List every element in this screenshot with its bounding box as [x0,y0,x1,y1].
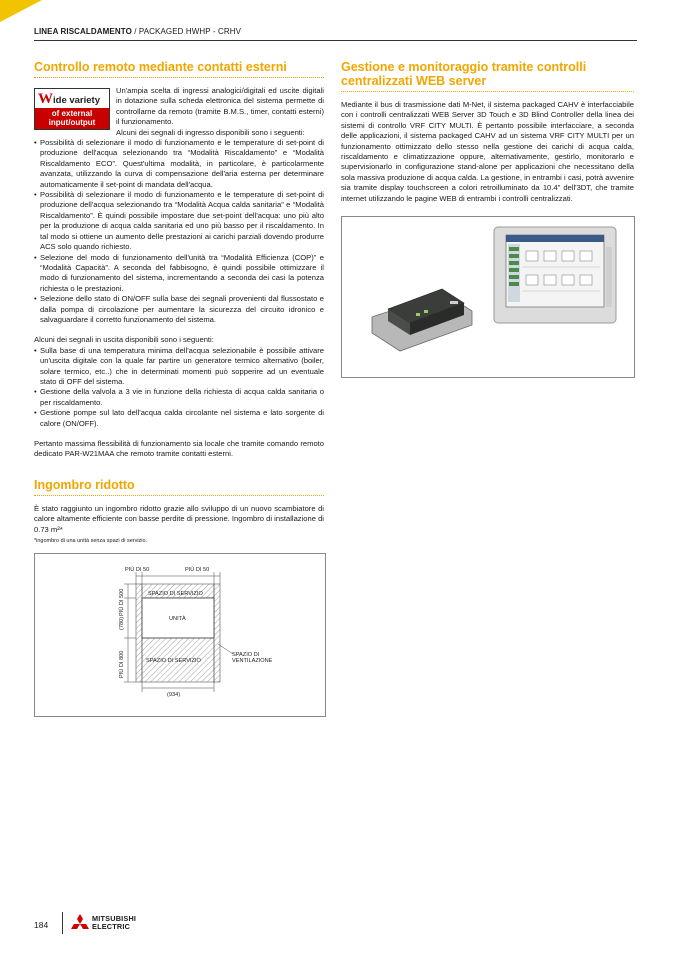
list-item: • Gestione della valvola a 3 vie in funzione della richiesta di acqua calda sanitaria o per riscaldamento. [34,387,324,408]
label-service-top: SPAZIO DI SERVIZIO [148,591,203,598]
page-header [34,27,637,41]
product-photo-svg [342,217,634,377]
badge-headline: Wide variety [38,91,100,107]
outputs-intro: Alcuni dei segnali in uscita disponibili sono i seguenti: [34,335,214,345]
page-number: 184 [34,920,49,930]
list-item: • Selezione dello stato di ON/OFF sulla base dei segnali provenienti dal flussostato e dalla pompa di circolazione per aumentare la sicurezza del circuito idronico e salvaguardare il corretto funzionamento del sistema. [34,294,324,325]
label-unit: UNITÀ [169,616,186,623]
label-ventilation-2: VENTILAZIONE [232,658,273,665]
list-item: • Selezione del modo di funzionamento dell'unità tra “Modalità Efficienza (COP)” e “Modalità Capacità”. A seconda del fabbisogno, è quindi possibile ottimizzare il modo di funzionamento del sistema, incrementando a seconda dei casi la potenza richiesta o le prestazioni. [34,253,324,295]
inputs-list [34,138,324,325]
section-title-footprint: Ingombro ridotto [34,478,324,496]
product-photo [341,216,635,378]
list-item: • Sulla base di una temperatura minima dell'acqua selezionabile è possibile attivare un'uscita digitale con la quale far partire un generatore termico alternativo (boiler, solare termico, etc..) che in determinati momenti può sopperire ad un eventuale stato di OFF del sistema. [34,346,324,388]
footnote: *ingombro di una unità senza spazi di servizio. [34,538,148,545]
web-server-text: Mediante il bus di trasmissione dati M-Net, il sistema packaged CAHV è interfacciabile con i controlli centralizzati WEB Server 3D Touch e 3D Blind Controller della linea dei sistemi di controllo VRF CITY MULTI. È pertanto possibile interfacciare, a seconda delle applicazioni, il sistema packaged CAHV ad un sistema VRF CITY MULTI per un funzionamento ottimizzato dello stesso nella gestione dei carichi di acqua calda, riscaldamento e climatizzazione oppure, alternativamente, gestirlo, monitorarlo e supervisionarlo in configurazione stand-alone per applicazioni che necessitano della sola massiva produzione di acqua calda. La gestione, in entrambi i casi, potrà avvenire sia tramite display touchscreen a colori retroilluminato da 10.4” dell'3DT, che tramite internet utilizzando le pagine WEB di entrambi i controlli centralizzati. [341,100,634,203]
corner-accent [0,0,42,22]
side-space-right [214,584,220,682]
header-section: LINEA RISCALDAMENTO [34,27,132,36]
mitsubishi-logo [70,913,140,935]
outputs-list [34,346,324,429]
closing-text: Pertanto massima flessibilità di funzionamento sia locale che tramite comando remoto dedicato PAR-W21MAA che remoto tramite contatti esterni. [34,439,324,459]
right-column [341,60,634,378]
inputs-intro: Alcuni dei segnali di ingresso disponibili sono i seguenti: [116,127,305,137]
touchscreen-screen [506,235,604,307]
diagram-svg [35,554,325,716]
screen-sidebar [508,244,520,302]
logo-text: MITSUBISHI ELECTRIC [92,914,137,931]
label-service-bottom: SPAZIO DI SERVIZIO [146,658,201,665]
label-ventilation-1: SPAZIO DI [232,652,260,659]
three-diamonds-icon [70,914,90,934]
dim-934: (934) [167,692,181,699]
intro-block [34,86,324,138]
header-subsection: / PACKAGED HWHP - CRHV [131,27,242,36]
list-item: • Possibilità di selezionare il modo di funzionamento e le temperature di set-point di produzione dell'acqua selezionando tra “Modalità Riscaldamento” e “Modalità Riscaldamento ECO”. Quest'ultima modalità, in particolare, è particolarmente avanzata, utilizzando la curva di compensazione dell'aria esterna per determinare automaticamente il set-point di mandata dell'acqua. [34,138,324,190]
screen-titlebar [506,235,604,242]
footprint-text: È stato raggiunto un ingombro ridotto grazie allo sviluppo di un nuovo scambiatore di calore altamente efficiente con basse perdite di pressione. Ingombro di installazione di 0.73 m²* [34,503,324,534]
intro-text: Un'ampia scelta di ingressi analogici/digitali ed uscite digitali in dotazione sulla scheda elettronica del sistema permette di controllarne da remoto (tramite B.M.S., timer, contatti esterni) il funzionamento. [116,86,324,127]
section-title-web-server: Gestione e monitoraggio tramite controlli centralizzati WEB server [341,60,634,92]
side-space-left [136,584,142,682]
dim-piu50-right: PIÙ DI 50 [185,567,210,574]
installation-diagram [34,553,326,717]
section-title-remote-control: Controllo remoto mediante contatti esterni [34,60,324,78]
footer-separator [62,912,63,934]
wide-variety-badge [34,88,110,130]
dim-piu800: PIÙ DI 800 [119,650,125,679]
left-column [34,60,324,717]
list-item: • Possibilità di selezionare il modo di funzionamento e le temperature di set-point di produzione dell'acqua selezionando tra “Modalità Acqua calda sanitaria” e “Modalità Riscaldamento”. È quindi possibile impostare due set-point dell'acqua: uno più alto per la produzione di acqua calda sanitaria ed uno più basso per il riscaldamento. In tal modo si ottiene un aumento delle prestazioni ai carichi parziali dovendo produrre ACS solo quando richiesto. [34,190,324,252]
dim-piu50-left: PIÙ DI 50 [125,567,150,574]
badge-strip: of external input/output [35,108,109,129]
list-item: • Gestione pompe sul lato dell'acqua calda circolante nel sistema e lato sorgente di calore (ON/OFF). [34,408,324,429]
dim-piu500: PIÙ DI 500 [119,588,125,617]
dim-780: (780) [119,616,125,631]
